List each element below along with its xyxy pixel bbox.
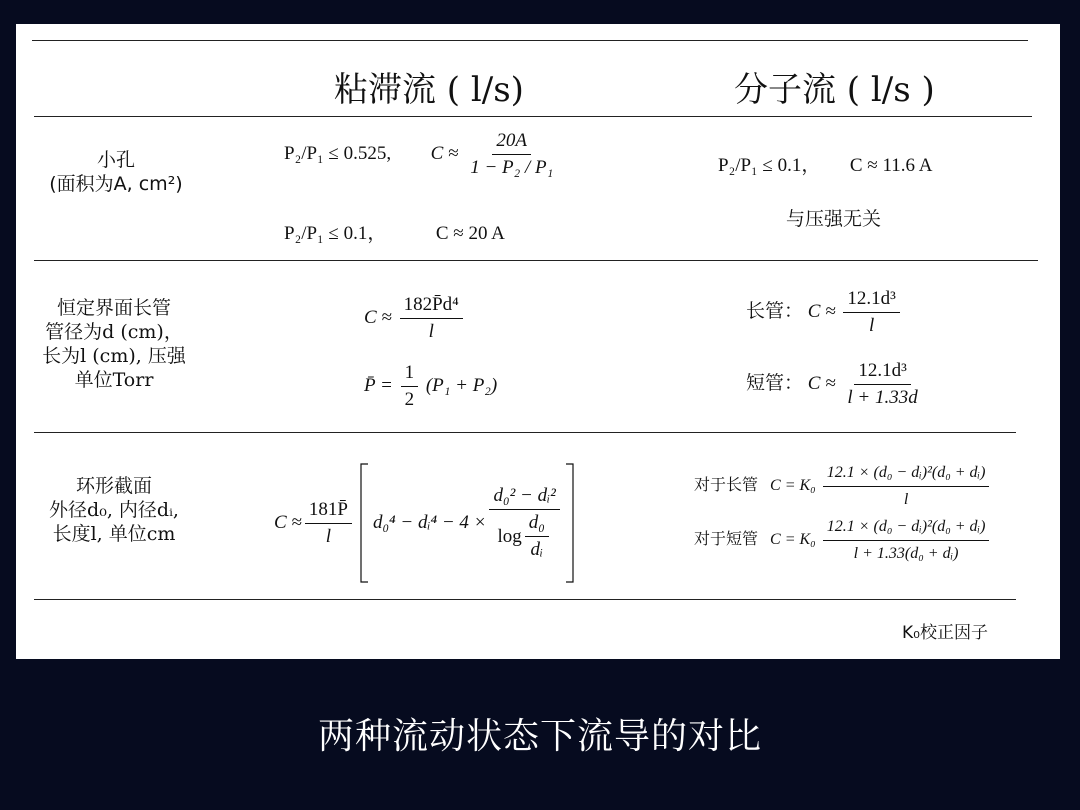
row3-viscous-inner-den [493,510,555,561]
row2-label-line3: 长为l (cm), 压强 [42,345,186,367]
row3-viscous-c: C ≈ [274,512,302,533]
row3-viscous-log: log [497,525,522,547]
row3-molecular-long-den: l [903,491,909,508]
row3-rule [34,599,1016,600]
row2-viscous-fraction [400,294,463,343]
row3-viscous-inner-num: d₀² − dᵢ² [489,485,559,510]
row2-molecular-short-num: 12.1d³ [854,360,910,385]
row3-molecular-long [694,462,992,511]
row3-molecular-long-c: C = K₀ [770,477,816,495]
row2-viscous-half [401,362,419,411]
header-rule [34,116,1032,117]
row3-viscous-log-num: d₀ [525,512,549,537]
row3-molecular-short-c: C = K₀ [770,531,816,549]
row1-label [26,148,206,196]
row2-viscous-formula1 [364,294,466,343]
row1-molecular-cond: P₂/P₁ ≤ 0.1， [718,155,821,176]
row2-molecular-short-den: l + 1.33d [847,387,918,408]
slide-caption: 两种流动状态下流导的对比 [317,716,762,757]
row3-label [24,474,204,546]
row2-molecular-long-fraction [843,288,899,337]
row3-molecular-short-num: 12.1 × (d₀ − dᵢ)²(d₀ + dᵢ) [823,516,990,541]
footnote-k0: K₀校正因子 [902,623,988,643]
row2-label [24,296,204,392]
row3-label-line3: 长度l, 单位cm [52,523,176,545]
row1-viscous-c1: C ≈ [430,142,459,164]
row2-viscous-sum: (P₁ + P₂) [425,374,498,396]
row1-viscous-num1: 20A [492,130,531,155]
row3-molecular-short-den: l + 1.33(d₀ + dᵢ) [853,545,959,562]
row1-viscous-c2: C ≈ 20 A [435,223,505,244]
slide-panel [16,24,1060,659]
row1-viscous-formula2 [284,218,505,245]
row2-viscous-half-num: 1 [401,362,419,387]
row1-molecular-c: C ≈ 11.6 A [849,155,933,176]
row1-viscous-fraction1 [466,130,557,179]
row3-viscous-num: 181P̄ [305,499,352,524]
header-molecular-flow: 分子流 ( l/s ) [734,70,935,110]
row3-viscous-fraction [305,499,352,548]
row2-molecular-long [746,288,903,337]
header-viscous-flow: 粘滞流 ( l/s) [334,70,524,110]
row1-viscous-den1: 1 − P₂ / P₁ [470,157,554,178]
row2-molecular-long-den: l [868,315,875,336]
row3-viscous-log-fraction [525,512,549,561]
row3-molecular-long-label: 对于长管 [694,477,759,495]
row1-viscous-formula1 [284,130,560,179]
row2-molecular-long-label: 长管： [746,300,804,322]
row3-viscous-formula [274,462,575,584]
row1-viscous-cond2: P₂/P₁ ≤ 0.1， [284,223,387,244]
row2-molecular-short-fraction [843,360,921,409]
row1-molecular-formula [718,150,932,177]
row1-viscous-cond1: P₂/P₁ ≤ 0.525, [284,142,392,164]
row3-viscous-terms: d₀⁴ − dᵢ⁴ − 4 × [372,512,487,533]
row3-molecular-long-num: 12.1 × (d₀ − dᵢ)²(d₀ + dᵢ) [823,462,990,487]
row3-molecular-short-label: 对于短管 [694,531,759,549]
row2-viscous-den: l [428,321,434,342]
row2-viscous-formula2 [364,362,497,411]
right-bracket-icon [565,463,575,583]
row2-viscous-half-den: 2 [404,389,415,410]
row2-viscous-c: C ≈ [364,306,392,328]
row2-label-line1: 恒定界面长管 [56,297,171,319]
row2-viscous-num: 182P̄d⁴ [400,294,463,319]
row2-molecular-long-c: C ≈ [807,300,836,322]
row2-rule [34,432,1016,433]
row2-label-line2: 管径为d (cm)， [45,321,183,343]
row3-label-line1: 环形截面 [75,475,152,497]
table-top-rule [32,40,1028,41]
row3-viscous-log-den: dᵢ [530,539,544,560]
row3-label-line2: 外径d₀, 内径dᵢ, [49,499,179,521]
row2-label-line4: 单位Torr [74,369,154,391]
row3-molecular-short [694,516,992,565]
row3-viscous-inner-fraction [489,485,559,561]
left-bracket-icon [359,463,369,583]
row1-label-line1: 小孔 [96,149,135,171]
row2-molecular-short [746,360,925,409]
row1-label-line2: (面积为A, cm²) [49,173,183,195]
row1-rule [34,260,1038,261]
row2-molecular-long-num: 12.1d³ [843,288,899,313]
row2-molecular-short-label: 短管： [746,372,804,394]
row2-viscous-pbar: P̄ = [364,374,393,396]
row3-molecular-long-fraction [823,462,990,511]
row3-viscous-den: l [325,525,332,547]
row1-molecular-note: 与压强无关 [786,209,882,230]
row2-molecular-short-c: C ≈ [807,372,836,394]
row3-molecular-short-fraction [823,516,990,565]
